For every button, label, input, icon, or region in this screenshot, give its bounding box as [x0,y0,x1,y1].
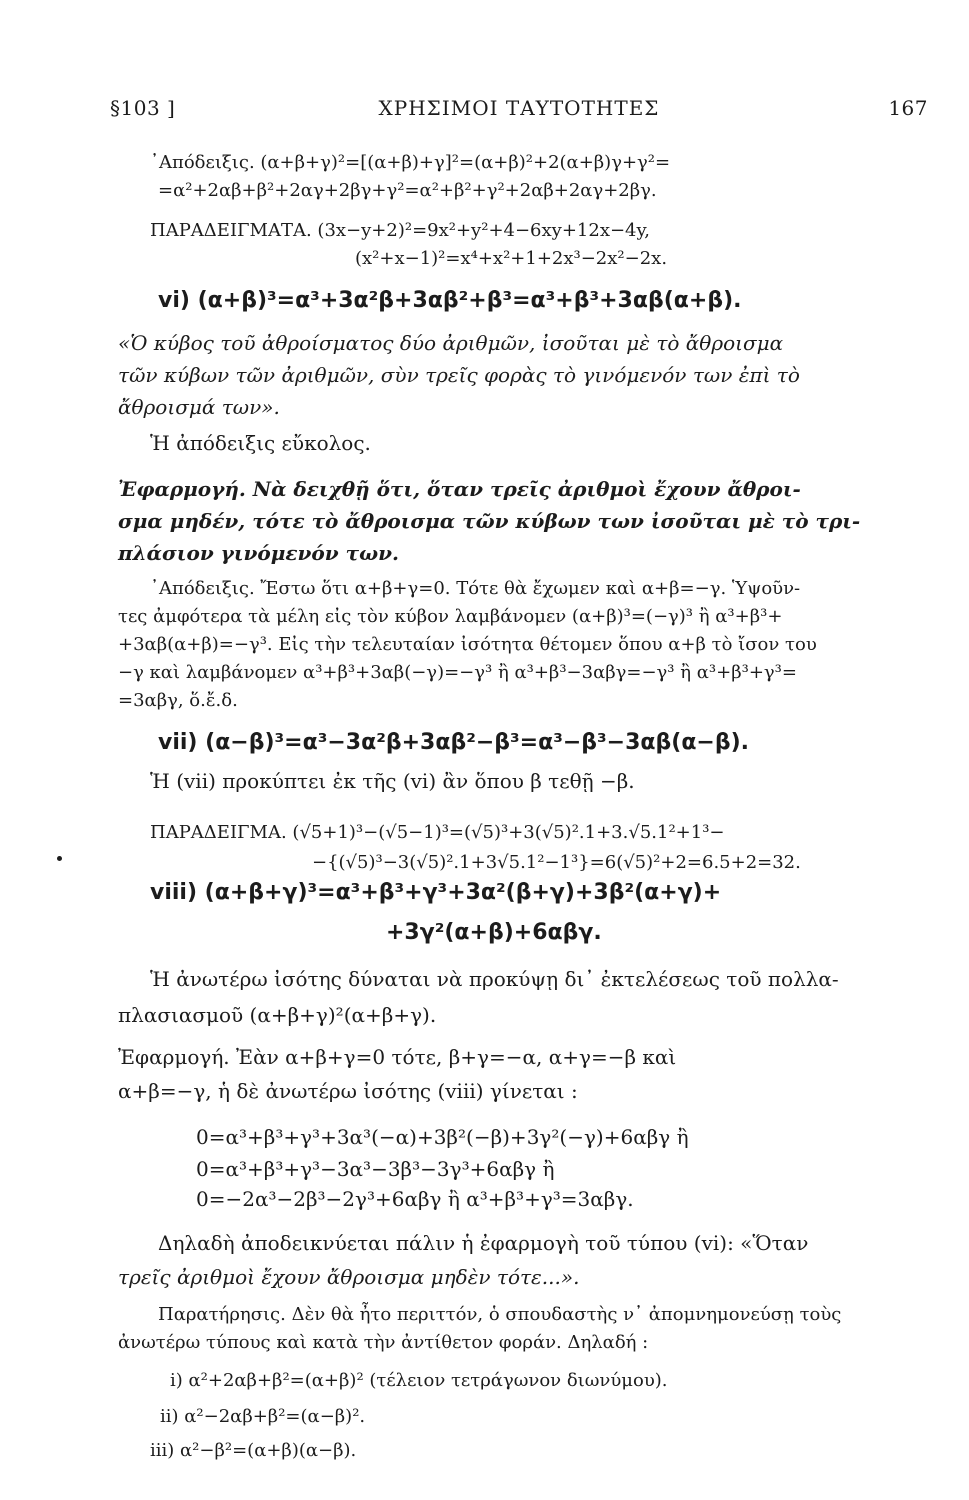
proof2-line-5: =3αβγ, ὅ.ἔ.δ. [118,690,238,711]
application-line-1: Ἐφαρμογή. Νὰ δειχθῇ ὅτι, ὅταν τρεῖς ἀριθμοὶ ἔχουν ἄθροι- [118,477,801,501]
remark-line-1: Παρατήρησις. Δὲν θὰ ἦτο περιττόν, ὁ σπουδαστὴς ν᾿ ἀπομνημονεύσῃ τοὺς [158,1304,842,1325]
statement-line-1: «Ὁ κύβος τοῦ ἀθροίσματος δύο ἀριθμῶν, ἰσοῦται μὲ τὸ ἄθροισμα [118,331,784,355]
proof2-line-3: +3αβ(α+β)=−γ³. Εἰς τὴν τελευταίαν ἰσότητα θέτομεν ὅπου α+β τὸ ἴσον του [118,634,817,655]
viii-note-line-2: πλασιασμοῦ (α+β+γ)²(α+β+γ). [118,1003,437,1027]
section-marker: §103 ] [110,96,176,120]
examples-line-2: (x²+x−1)²=x⁴+x²+1+2x³−2x²−2x. [355,248,668,269]
equation-line-2: 0=α³+β³+γ³−3α³−3β³−3γ³+6αβγ ἢ [196,1157,555,1181]
proof-line-2: =α²+2αβ+β²+2αγ+2βγ+γ²=α²+β²+γ²+2αβ+2αγ+2βγ. [158,180,657,201]
statement-line-3: ἄθροισμά των». [118,395,280,419]
application2-line-1: Ἐφαρμογή. Ἐὰν α+β+γ=0 τότε, β+γ=−α, α+γ=−β καὶ [118,1045,677,1069]
example-line-1: ΠΑΡΑΔΕΙΓΜΑ. (√5+1)³−(√5−1)³=(√5)³+3(√5)².1+3.√5.1²+1³− [150,822,725,843]
proof-easy: Ἡ ἀπόδειξις εὔκολος. [150,431,371,455]
proof2-line-1: ᾿Απόδειξις. Ἔστω ὅτι α+β+γ=0. Τότε θὰ ἔχωμεν καὶ α+β=−γ. Ὑψοῦν- [150,578,801,599]
example-line-2: −{(√5)³−3(√5)².1+3√5.1²−1³}=6(√5)²+2=6.5+2=32. [312,852,801,873]
examples-line-1: ΠΑΡΑΔΕΙΓΜΑΤΑ. (3x−y+2)²=9x²+y²+4−6xy+12x−4y, [150,220,651,241]
formula-ii: ii) α²−2αβ+β²=(α−β)². [160,1406,366,1427]
formula-i: i) α²+2αβ+β²=(α+β)² (τέλειον τετράγωνον διωνύμου). [170,1370,668,1391]
application-line-3: πλάσιον γινόμενόν των. [118,541,399,565]
proof2-line-2: τες ἀμφότερα τὰ μέλη εἰς τὸν κύβον λαμβάνομεν (α+β)³=(−γ)³ ἢ α³+β³+ [118,606,783,627]
conclusion-line-2: τρεῖς ἀριθμοὶ ἔχουν ἄθροισμα μηδὲν τότε...». [118,1265,580,1289]
statement-line-2: τῶν κύβων τῶν ἀριθμῶν, σὺν τρεῖς φορὰς τὸ γινόμενόν των ἐπὶ τὸ [118,363,800,387]
equation-line-1: 0=α³+β³+γ³+3α³(−α)+3β²(−β)+3γ²(−γ)+6αβγ ἢ [196,1125,689,1149]
identity-vii: vii) (α−β)³=α³−3α²β+3αβ²−β³=α³−β³−3αβ(α−β). [158,730,750,755]
margin-dot [57,856,62,861]
remark-line-2: ἀνωτέρω τύπους καὶ κατὰ τὴν ἀντίθετον φοράν. Δηλαδή : [118,1332,649,1353]
page-number: 167 [888,96,928,120]
application-line-2: σμα μηδέν, τότε τὸ ἄθροισμα τῶν κύβων των ἰσοῦται μὲ τὸ τρι- [118,509,861,533]
identity-viii-line-1: viii) (α+β+γ)³=α³+β³+γ³+3α²(β+γ)+3β²(α+γ)+ [150,880,722,905]
formula-iii: iii) α²−β²=(α+β)(α−β). [150,1440,357,1461]
note-vii: Ἡ (vii) προκύπτει ἐκ τῆς (vi) ἂν ὅπου β τεθῇ −β. [150,769,635,793]
identity-viii-line-2: +3γ²(α+β)+6αβγ. [386,920,602,945]
proof-line-1: ᾿Απόδειξις. (α+β+γ)²=[(α+β)+γ]²=(α+β)²+2(α+β)γ+γ²= [150,152,671,173]
identity-vi: vi) (α+β)³=α³+3α²β+3αβ²+β³=α³+β³+3αβ(α+β). [158,288,742,313]
running-title: ΧΡΗΣΙΜΟΙ ΤΑΥΤΟΤΗΤΕΣ [378,96,660,120]
conclusion-line-1: Δηλαδὴ ἀποδεικνύεται πάλιν ἡ ἐφαρμογὴ τοῦ τύπου (vi): «Ὅταν [158,1231,809,1255]
viii-note-line-1: Ἡ ἀνωτέρω ἰσότης δύναται νὰ προκύψῃ δι᾿ ἐκτελέσεως τοῦ πολλα- [150,967,839,991]
proof2-line-4: −γ καὶ λαμβάνομεν α³+β³+3αβ(−γ)=−γ³ ἢ α³+β³−3αβγ=−γ³ ἢ α³+β³+γ³= [118,662,797,683]
equation-line-3: 0=−2α³−2β³−2γ³+6αβγ ἢ α³+β³+γ³=3αβγ. [196,1187,634,1211]
application2-line-2: α+β=−γ, ἡ δὲ ἀνωτέρω ἰσότης (viii) γίνεται : [118,1079,578,1103]
